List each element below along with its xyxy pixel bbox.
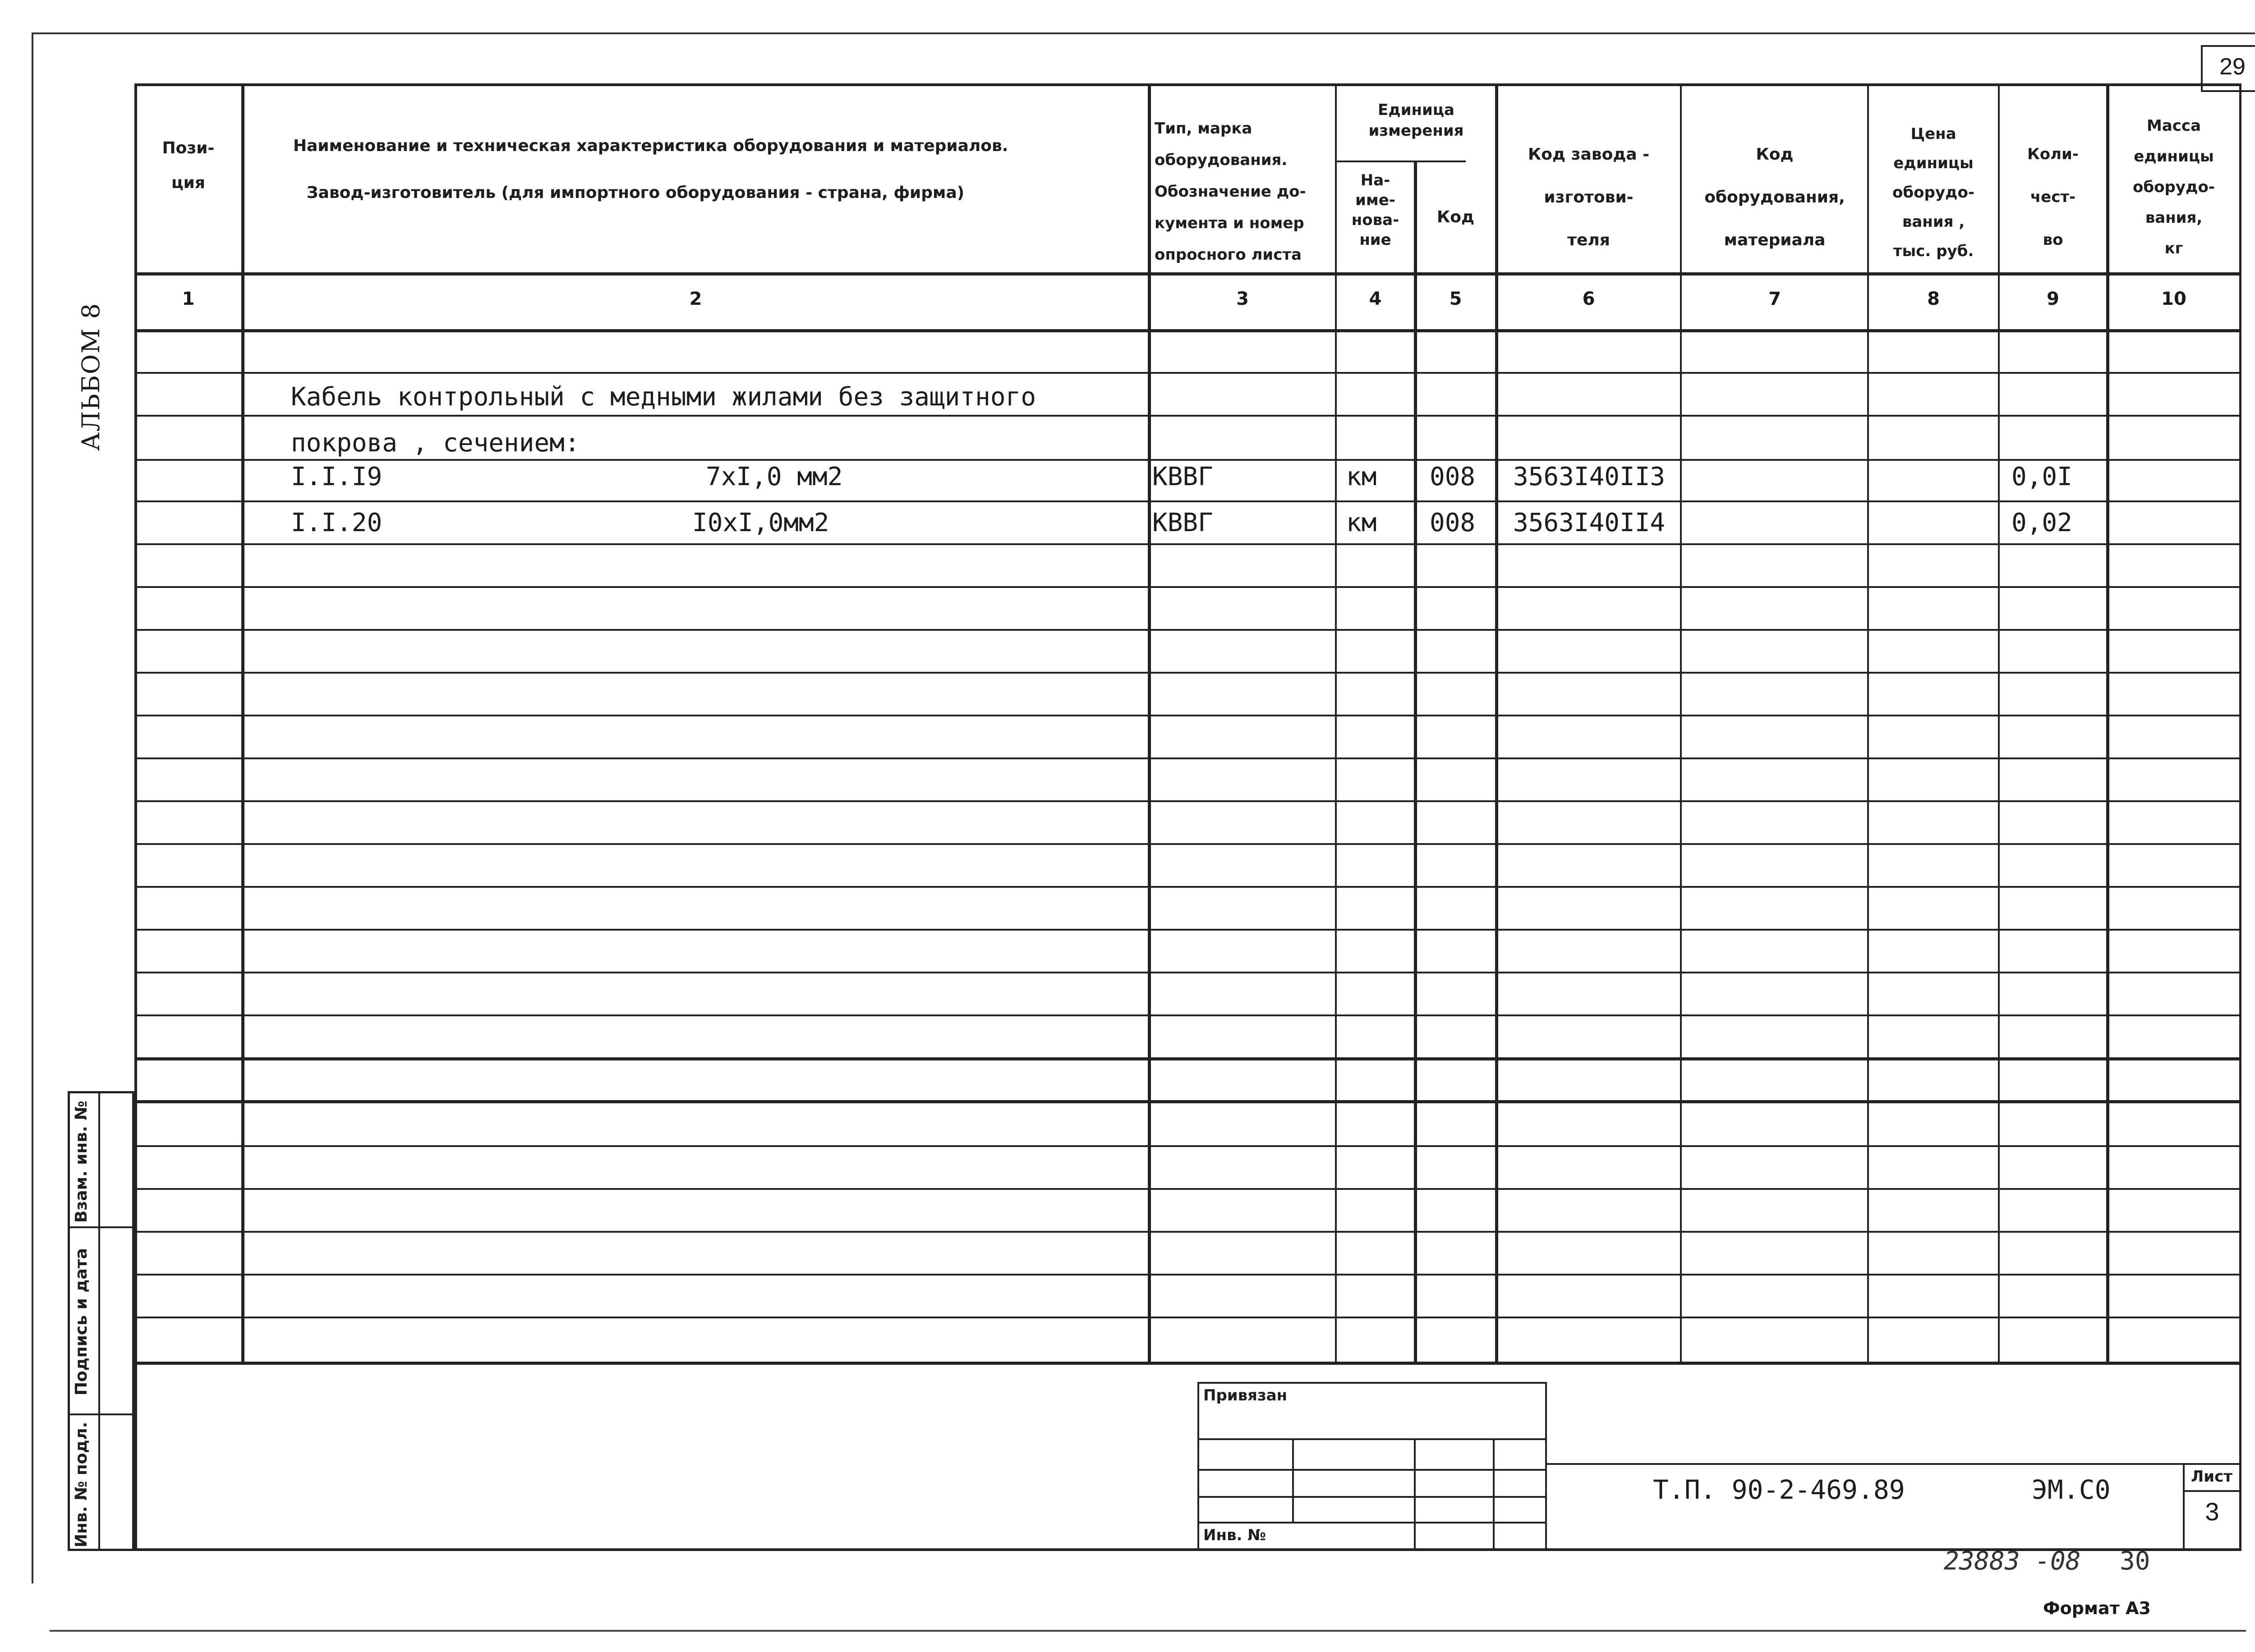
row-separator [134, 1145, 2241, 1147]
row-separator [134, 1274, 2241, 1276]
album-label: АЛЬБОМ 8 [77, 302, 105, 451]
item-description-line-2: покрова , сечением: [291, 428, 580, 458]
column-number: 10 [2161, 289, 2186, 309]
row-separator [134, 415, 2241, 417]
row-separator [134, 886, 2241, 888]
inv-label: Инв. № [1203, 1526, 1266, 1544]
column-number: 7 [1768, 289, 1781, 309]
row-separator [134, 843, 2241, 845]
column-number: 3 [1236, 289, 1249, 309]
row-type: КВВГ [1152, 508, 1213, 537]
side-field-signature-date: Подпись и дата [72, 1248, 91, 1395]
header-factory-code: Код завода - изготови- теля [1528, 145, 1650, 249]
row-position: I.I.I9 [291, 462, 382, 491]
row-separator [134, 372, 2241, 374]
row-separator [134, 972, 2241, 973]
page-number: 29 [2219, 54, 2246, 80]
row-spec: 7хI,0 мм2 [706, 462, 843, 491]
item-description-line-1: Кабель контрольный с медными жилами без защитного [291, 382, 1036, 412]
row-separator [134, 757, 2241, 759]
column-number: 4 [1369, 289, 1382, 309]
row-separator [134, 800, 2241, 802]
row-spec: I0хI,0мм2 [692, 508, 829, 537]
archive-sheet: 30 [2120, 1546, 2150, 1576]
row-unit-code: 008 [1430, 462, 1476, 491]
column-number: 6 [1582, 289, 1595, 309]
header-position: Пози- ция [162, 139, 215, 192]
bottom-rule [50, 1630, 2246, 1632]
format-label: Формат А3 [2043, 1598, 2151, 1618]
row-position: I.I.20 [291, 508, 382, 537]
lower-frame [134, 1362, 2241, 1551]
row-separator [134, 500, 2241, 502]
row-unit: км [1346, 508, 1377, 537]
header-equipment-code: Код оборудования, материала [1704, 145, 1845, 249]
row-separator [134, 929, 2241, 931]
row-separator [134, 1188, 2241, 1190]
row-separator [134, 629, 2241, 631]
bound-label: Привязан [1203, 1386, 1288, 1404]
row-separator [134, 1317, 2241, 1318]
header-mass: Масса единицы оборудо- вания, кг [2133, 117, 2215, 257]
header-unit-code: Код [1436, 208, 1475, 226]
row-quantity: 0,02 [2011, 508, 2072, 537]
row-separator [134, 672, 2241, 674]
row-separator [134, 1014, 2241, 1016]
column-number: 2 [689, 289, 702, 309]
row-factory-code: 3563I40II3 [1513, 462, 1666, 491]
side-field-inv-original: Инв. № подл. [72, 1422, 91, 1547]
row-type: КВВГ [1152, 462, 1213, 491]
column-number: 8 [1927, 289, 1940, 309]
header-type: Тип, марка оборудования. Обозначение до- кумента и номер опросного листа [1155, 119, 1306, 264]
side-field-replace-inv: Взам. инв. № [72, 1101, 91, 1223]
row-separator [134, 586, 2241, 588]
row-separator [134, 715, 2241, 716]
row-unit: км [1346, 462, 1377, 491]
doc-mark: ЭМ.С0 [2032, 1474, 2111, 1505]
sheet-label: Лист [2191, 1468, 2232, 1486]
row-unit-code: 008 [1430, 508, 1476, 537]
header-quantity: Коли- чест- во [2027, 145, 2079, 249]
sheet-number: 3 [2205, 1497, 2219, 1526]
row-separator [134, 543, 2241, 545]
header-price: Цена единицы оборудо- вания , тыс. руб. [1892, 125, 1974, 260]
header-unit-group: Единица измерения [1368, 101, 1464, 140]
column-number: 5 [1449, 289, 1462, 309]
row-quantity: 0,0I [2011, 462, 2072, 491]
column-number: 1 [182, 289, 195, 309]
row-separator [134, 1100, 2241, 1103]
column-number: 9 [2047, 289, 2059, 309]
row-factory-code: 3563I40II4 [1513, 508, 1666, 537]
row-separator [134, 1057, 2241, 1060]
row-separator [134, 459, 2241, 461]
doc-code: Т.П. 90-2-469.89 [1653, 1474, 1905, 1505]
header-unit-name: На- име- нова- ние [1351, 171, 1399, 249]
row-separator [134, 1231, 2241, 1233]
header-name: Наименование и техническая характеристика оборудования и материалов. Завод-изготовитель (для импортного оборудования - страна, фирма) [293, 137, 1008, 202]
archive-number: 23883 -08 [1944, 1546, 2081, 1576]
